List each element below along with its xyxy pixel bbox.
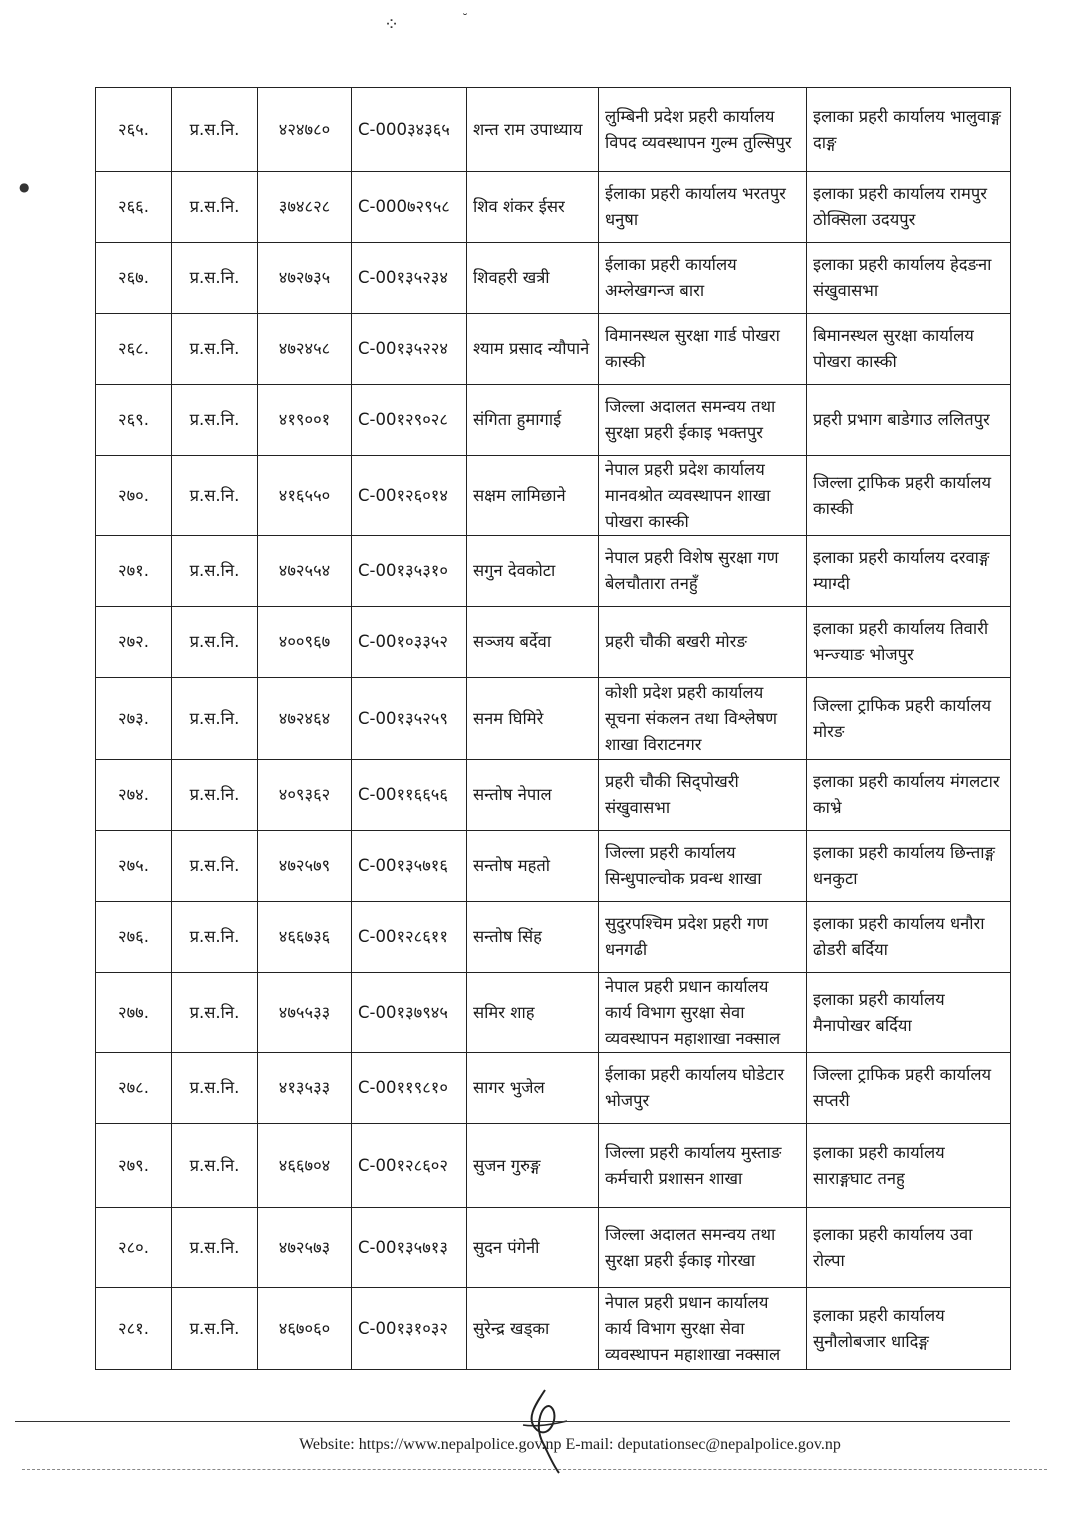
name-cell: शिवहरी खत्री [467,243,599,314]
table-row [96,607,1011,678]
police-number-cell: ४७२५५४ [258,536,352,607]
employee-id-cell: C-00१३५२३४ [352,243,467,314]
rank-cell: प्र.स.नि. [172,88,258,172]
table-row [96,678,1011,760]
scan-speck: ⁘ [384,14,400,35]
current-office-cell: लुम्बिनी प्रदेश प्रहरी कार्यालय विपद व्यवस्थापन गुल्म तुल्सिपुर [599,88,807,172]
rank-cell: प्र.स.नि. [172,1053,258,1124]
employee-id-cell: C-00१३५७१३ [352,1208,467,1288]
police-number-cell: ४६६७०४ [258,1124,352,1208]
rank-cell: प्र.स.नि. [172,456,258,536]
serial-number-cell: २७७. [96,973,172,1053]
name-cell: संगिता हुमागाई [467,385,599,456]
name-cell: सन्तोष सिंह [467,902,599,973]
table-row [96,1053,1011,1124]
name-cell: सञ्जय बर्देवा [467,607,599,678]
new-office-cell: इलाका प्रहरी कार्यालय रामपुर ठोक्सिला उदयपुर [807,172,1011,243]
serial-number-cell: २७८. [96,1053,172,1124]
name-cell: सगुन देवकोटा [467,536,599,607]
rank-cell: प्र.स.नि. [172,973,258,1053]
serial-number-cell: २७०. [96,456,172,536]
new-office-cell: जिल्ला ट्राफिक प्रहरी कार्यालय सप्तरी [807,1053,1011,1124]
rank-cell: प्र.स.नि. [172,760,258,831]
current-office-cell: नेपाल प्रहरी प्रदेश कार्यालय मानवश्रोत व्यवस्थापन शाखा पोखरा कास्की [599,456,807,536]
footer-divider [15,1421,1010,1422]
name-cell: श्याम प्रसाद न्यौपाने [467,314,599,385]
table-row [96,1124,1011,1208]
table-body [96,88,1011,1370]
name-cell: सुजन गुरुङ्ग [467,1124,599,1208]
table-row [96,88,1011,172]
name-cell: सन्तोष महतो [467,831,599,902]
name-cell: सन्तोष नेपाल [467,760,599,831]
police-number-cell: ४७२५७३ [258,1208,352,1288]
employee-id-cell: C-00१३१०३२ [352,1288,467,1370]
rank-cell: प्र.स.नि. [172,902,258,973]
serial-number-cell: २७६. [96,902,172,973]
serial-number-cell: २६७. [96,243,172,314]
serial-number-cell: २८०. [96,1208,172,1288]
rank-cell: प्र.स.नि. [172,536,258,607]
current-office-cell: कोशी प्रदेश प्रहरी कार्यालय सूचना संकलन तथा विश्लेषण शाखा विराटनगर [599,678,807,760]
new-office-cell: इलाका प्रहरी कार्यालय भालुवाङ्ग दाङ्ग [807,88,1011,172]
current-office-cell: नेपाल प्रहरी विशेष सुरक्षा गण बेलचौतारा तनहुँ [599,536,807,607]
employee-id-cell: C-00१२६०१४ [352,456,467,536]
employee-id-cell: C-00११६६५६ [352,760,467,831]
serial-number-cell: २७९. [96,1124,172,1208]
employee-id-cell: C-00१०३३५२ [352,607,467,678]
rank-cell: प्र.स.नि. [172,607,258,678]
table-row [96,314,1011,385]
current-office-cell: जिल्ला प्रहरी कार्यालय सिन्धुपाल्चोक प्रवन्ध शाखा [599,831,807,902]
rank-cell: प्र.स.नि. [172,385,258,456]
police-number-cell: ४७२५७९ [258,831,352,902]
name-cell: शन्त राम उपाध्याय [467,88,599,172]
new-office-cell: इलाका प्रहरी कार्यालय मंगलटार काभ्रे [807,760,1011,831]
serial-number-cell: २७३. [96,678,172,760]
police-number-cell: ४१३५३३ [258,1053,352,1124]
current-office-cell: नेपाल प्रहरी प्रधान कार्यालय कार्य विभाग सुरक्षा सेवा व्यवस्थापन महाशाखा नक्साल [599,973,807,1053]
new-office-cell: जिल्ला ट्राफिक प्रहरी कार्यालय कास्की [807,456,1011,536]
new-office-cell: इलाका प्रहरी कार्यालय छिन्ताङ्ग धनकुटा [807,831,1011,902]
police-number-cell: ४७५५३३ [258,973,352,1053]
table-row [96,1288,1011,1370]
current-office-cell: ईलाका प्रहरी कार्यालय घोडेटार भोजपुर [599,1053,807,1124]
table-row [96,536,1011,607]
current-office-cell: जिल्ला अदालत समन्वय तथा सुरक्षा प्रहरी ईकाइ गोरखा [599,1208,807,1288]
current-office-cell: ईलाका प्रहरी कार्यालय भरतपुर धनुषा [599,172,807,243]
current-office-cell: जिल्ला प्रहरी कार्यालय मुस्ताङ कर्मचारी प्रशासन शाखा [599,1124,807,1208]
employee-id-cell: C-000३४३६५ [352,88,467,172]
serial-number-cell: २८१. [96,1288,172,1370]
rank-cell: प्र.स.नि. [172,1208,258,1288]
serial-number-cell: २७५. [96,831,172,902]
new-office-cell: इलाका प्रहरी कार्यालय धनौरा ढोडरी बर्दिया [807,902,1011,973]
current-office-cell: प्रहरी चौकी सिद्पोखरी संखुवासभा [599,760,807,831]
name-cell: सनम घिमिरे [467,678,599,760]
serial-number-cell: २७४. [96,760,172,831]
new-office-cell: इलाका प्रहरी कार्यालय दरवाङ्ग म्याग्दी [807,536,1011,607]
current-office-cell: सुदुरपश्चिम प्रदेश प्रहरी गण धनगढी [599,902,807,973]
new-office-cell: बिमानस्थल सुरक्षा कार्यालय पोखरा कास्की [807,314,1011,385]
name-cell: सागर भुजेल [467,1053,599,1124]
table-row [96,831,1011,902]
table-row [96,243,1011,314]
table-row [96,456,1011,536]
footer-scan-line [22,1469,1047,1470]
new-office-cell: इलाका प्रहरी कार्यालय तिवारी भन्ज्याङ भोजपुर [807,607,1011,678]
police-number-cell: ४००९६७ [258,607,352,678]
current-office-cell: प्रहरी चौकी बखरी मोरङ [599,607,807,678]
police-number-cell: ४६६७३६ [258,902,352,973]
current-office-cell: जिल्ला अदालत समन्वय तथा सुरक्षा प्रहरी ईकाइ भक्तपुर [599,385,807,456]
police-number-cell: ४७२७३५ [258,243,352,314]
employee-id-cell: C-000७२९५८ [352,172,467,243]
name-cell: समिर शाह [467,973,599,1053]
name-cell: शिव शंकर ईसर [467,172,599,243]
serial-number-cell: २६६. [96,172,172,243]
police-number-cell: ४६७०६० [258,1288,352,1370]
current-office-cell: नेपाल प्रहरी प्रधान कार्यालय कार्य विभाग सुरक्षा सेवा व्यवस्थापन महाशाखा नक्साल [599,1288,807,1370]
current-office-cell: विमानस्थल सुरक्षा गार्ड पोखरा कास्की [599,314,807,385]
police-number-cell: ४१९००१ [258,385,352,456]
name-cell: सुरेन्द्र खड्का [467,1288,599,1370]
transfer-table [95,87,1011,1370]
footer-contact: Website: https://www.nepalpolice.gov.np E-mail: deputationsec@nepalpolice.gov.np [299,1436,841,1453]
employee-id-cell: C-00१३५७१६ [352,831,467,902]
rank-cell: प्र.स.नि. [172,1124,258,1208]
serial-number-cell: २७२. [96,607,172,678]
table-row [96,973,1011,1053]
table-row [96,385,1011,456]
new-office-cell: इलाका प्रहरी कार्यालय सुनौलोबजार धादिङ्ग [807,1288,1011,1370]
new-office-cell: जिल्ला ट्राफिक प्रहरी कार्यालय मोरङ [807,678,1011,760]
police-number-cell: ४०९३६२ [258,760,352,831]
serial-number-cell: २७१. [96,536,172,607]
table-row [96,760,1011,831]
current-office-cell: ईलाका प्रहरी कार्यालय अम्लेखगन्ज बारा [599,243,807,314]
table-row [96,172,1011,243]
serial-number-cell: २६८. [96,314,172,385]
employee-id-cell: C-00११९८१० [352,1053,467,1124]
rank-cell: प्र.स.नि. [172,831,258,902]
police-number-cell: ४२४७८० [258,88,352,172]
scan-dot: ● [19,180,30,194]
rank-cell: प्र.स.नि. [172,1288,258,1370]
new-office-cell: प्रहरी प्रभाग बाडेगाउ ललितपुर [807,385,1011,456]
new-office-cell: इलाका प्रहरी कार्यालय हेदङना संखुवासभा [807,243,1011,314]
police-number-cell: ४७२४५८ [258,314,352,385]
new-office-cell: इलाका प्रहरी कार्यालय उवा रोल्पा [807,1208,1011,1288]
table-row [96,1208,1011,1288]
serial-number-cell: २६५. [96,88,172,172]
rank-cell: प्र.स.नि. [172,314,258,385]
employee-id-cell: C-00१२९०२८ [352,385,467,456]
scan-speck: ˘ [462,12,468,26]
rank-cell: प्र.स.नि. [172,243,258,314]
employee-id-cell: C-00१३५२२४ [352,314,467,385]
new-office-cell: इलाका प्रहरी कार्यालय मैनापोखर बर्दिया [807,973,1011,1053]
employee-id-cell: C-00१३५२५९ [352,678,467,760]
name-cell: सक्षम लामिछाने [467,456,599,536]
new-office-cell: इलाका प्रहरी कार्यालय साराङ्गघाट तनहु [807,1124,1011,1208]
police-number-cell: ४७२४६४ [258,678,352,760]
employee-id-cell: C-00१३७९४५ [352,973,467,1053]
rank-cell: प्र.स.नि. [172,678,258,760]
employee-id-cell: C-00१२८६०२ [352,1124,467,1208]
table-row [96,902,1011,973]
rank-cell: प्र.स.नि. [172,172,258,243]
police-number-cell: ४१६५५० [258,456,352,536]
name-cell: सुदन पंगेनी [467,1208,599,1288]
police-number-cell: ३७४८२८ [258,172,352,243]
signature-icon [515,1385,575,1475]
employee-id-cell: C-00१३५३१० [352,536,467,607]
employee-id-cell: C-00१२८६११ [352,902,467,973]
serial-number-cell: २६९. [96,385,172,456]
